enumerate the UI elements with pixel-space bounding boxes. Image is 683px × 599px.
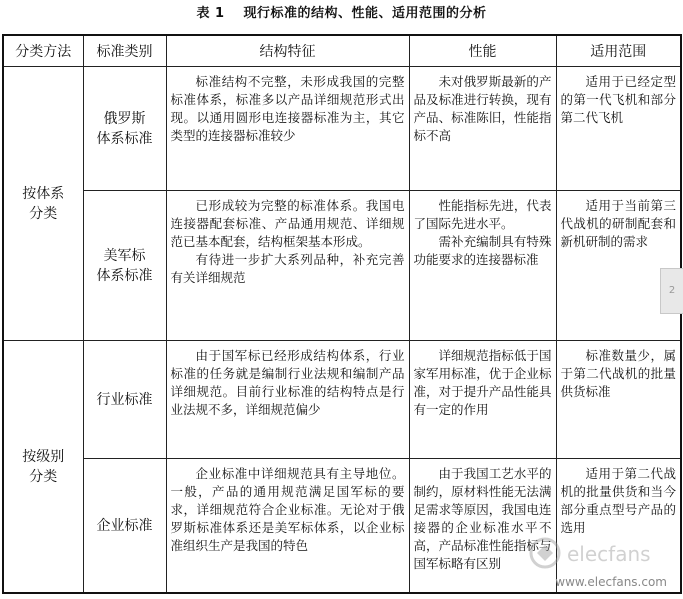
watermark-url: www.elecfans.com [555, 575, 667, 589]
structure-text-industry: 由于国军标已经形成结构体系，行业标准的任务就是编制行业法规和编制产品详细规范。目前行业标准的结构特点是行业法规不多，详细规范偏少 [170, 348, 405, 417]
scope-text-us-military: 适用于当前第三代战机的研制配套和新机研制的需求 [560, 198, 676, 249]
type-label-enterprise: 企业标准 [96, 517, 153, 534]
table-row [3, 341, 681, 459]
scope-text-industry: 标准数量少，属于第二代战机的批量供货标准 [560, 348, 676, 399]
scope-text-russian: 适用于已经定型的第一代飞机和部分第二代飞机 [560, 74, 676, 125]
performance-text-us-military: 性能指标先进，代表了国际先进水平。 [413, 198, 552, 231]
performance-text-industry: 详细规范指标低于国家军用标准，优于企业标准，对于提升产品性能具有一定的作用 [413, 348, 552, 417]
structure-cell-us-military [166, 191, 409, 341]
performance-cell-us-military [409, 191, 556, 341]
header-method: 分类方法 [3, 35, 83, 67]
table-caption [0, 2, 683, 21]
side-tab-label: 2 [668, 285, 676, 296]
structure-cell-enterprise [166, 459, 409, 594]
method-cell-level [3, 341, 83, 594]
type-label-industry: 行业标准 [96, 391, 153, 408]
type-cell-industry [83, 341, 166, 459]
structure-text-us-military-2: 有待进一步扩大系列品种，补充完善有关详细规范 [170, 252, 405, 285]
performance-cell-industry [409, 341, 556, 459]
scope-cell-industry [556, 341, 681, 459]
structure-text-us-military: 已形成较为完整的标准体系。我国电连接器配套标准、产品通用规范、详细规范已基本配套，结构框架基本形成。 [170, 198, 405, 249]
type-cell-enterprise [83, 459, 166, 594]
structure-text-russian: 标准结构不完整，未形成我国的完整标准体系，标准多以产品详细规范形式出现。以通用圆形电连接器标准为主，其它类型的连接器标准较少 [170, 74, 405, 143]
method-cell-system [3, 67, 83, 341]
table-title: 现行标准的结构、性能、适用范围的分析 [243, 6, 487, 21]
method-label-level: 按级别 分类 [22, 448, 65, 485]
type-cell-us-military [83, 191, 166, 341]
header-row [3, 35, 681, 67]
svg-text:elecfans: elecfans [567, 542, 651, 566]
table-number: 表 1 [196, 6, 225, 21]
standards-analysis-table [2, 34, 682, 594]
performance-text-us-military-2: 需补充编制具有特殊功能要求的连接器标准 [413, 234, 552, 267]
structure-cell-russian [166, 67, 409, 191]
scope-text-enterprise: 适用于第二代战机的批量供货和当今部分重点型号产品的选用 [560, 466, 676, 535]
type-label-us-military: 美军标 体系标准 [96, 247, 153, 284]
scope-cell-russian [556, 67, 681, 191]
performance-cell-russian [409, 67, 556, 191]
table-row [3, 67, 681, 191]
type-label-russian: 俄罗斯 体系标准 [96, 110, 153, 147]
performance-text-enterprise: 由于我国工艺水平的制约，原材料性能无法满足需求等原因，我国电连接器的企业标准水平不高，产品标准性能指标与国军标略有区别 [413, 466, 552, 571]
side-scroll-tab[interactable] [660, 268, 683, 314]
header-type: 标准类别 [83, 35, 166, 67]
header-scope: 适用范围 [556, 35, 681, 67]
header-performance: 性能 [409, 35, 556, 67]
method-label-system: 按体系 分类 [22, 185, 65, 222]
performance-text-russian: 未对俄罗斯最新的产品及标准进行转换，现有产品、标准陈旧，性能指标不高 [413, 74, 552, 143]
structure-cell-industry [166, 341, 409, 459]
scope-cell-us-military [556, 191, 681, 341]
type-cell-russian [83, 67, 166, 191]
table-row [3, 191, 681, 341]
structure-text-enterprise: 企业标准中详细规范具有主导地位。一般，产品的通用规范满足国军标的要求，详细规范符合企业标准。无论对于俄罗斯标准体系还是美军标体系，以企业标准组织生产是我国的特色 [170, 466, 405, 553]
header-structure: 结构特征 [166, 35, 409, 67]
